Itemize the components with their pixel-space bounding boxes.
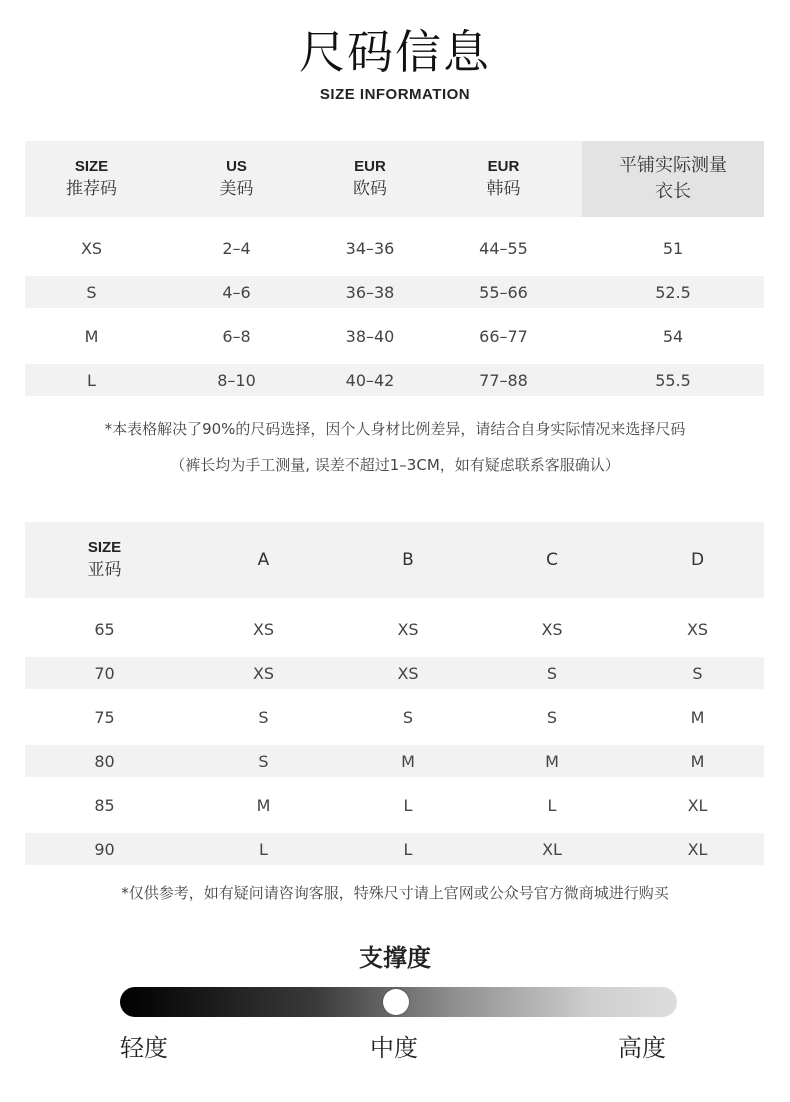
table-row: 75 S S S M	[94, 707, 705, 727]
header-us: US 美码	[219, 158, 254, 199]
measure-note: （裤长均为手工测量, 误差不超过1–3CM，如有疑虑联系客服确认）	[170, 456, 620, 474]
table-row: 90 L L XL XL	[25, 833, 764, 865]
table-row: 80 S M M M	[25, 745, 764, 777]
page-title: 尺码信息	[299, 25, 491, 79]
table-row: 65 XS XS XS XS	[94, 619, 709, 639]
support-level-indicator	[383, 989, 409, 1015]
support-level-light: 轻度	[120, 1034, 168, 1062]
table-row: M 6–8 38–40 66–77 54	[84, 326, 684, 346]
asia-size-table	[25, 522, 764, 865]
size-table	[25, 141, 764, 396]
header-asia-size: SIZE 亚码	[87, 539, 122, 580]
table-row: 85 M L L XL	[94, 795, 708, 815]
support-level-medium: 中度	[370, 1034, 418, 1062]
table-row: L 8–10 40–42 77–88 55.5	[25, 364, 764, 396]
asia-table-header	[25, 522, 764, 598]
header-kr: EUR 韩码	[486, 158, 521, 199]
table-row: 70 XS XS S S	[25, 657, 764, 689]
header-eur: EUR 欧码	[353, 158, 387, 199]
reference-note: *仅供参考，如有疑问请咨询客服，特殊尺寸请上官网或公众号官方微商城进行购买	[121, 884, 669, 902]
header-length: 平铺实际测量 衣长	[582, 141, 764, 217]
header-cup-d: D	[690, 550, 705, 570]
support-title: 支撑度	[359, 944, 431, 972]
support-level-high: 高度	[618, 1034, 666, 1062]
page-subtitle: SIZE INFORMATION	[319, 86, 471, 103]
header-size: SIZE 推荐码	[66, 158, 117, 199]
header-cup-a: A	[257, 550, 270, 570]
table-row: XS 2–4 34–36 44–55 51	[80, 238, 684, 258]
size-table-header	[25, 141, 764, 217]
header-cup-b: B	[402, 550, 414, 570]
table-row: S 4–6 36–38 55–66 52.5	[25, 276, 764, 308]
size-note: *本表格解决了90%的尺码选择，因个人身材比例差异，请结合自身实际情况来选择尺码	[104, 420, 686, 438]
header-cup-c: C	[546, 550, 558, 570]
